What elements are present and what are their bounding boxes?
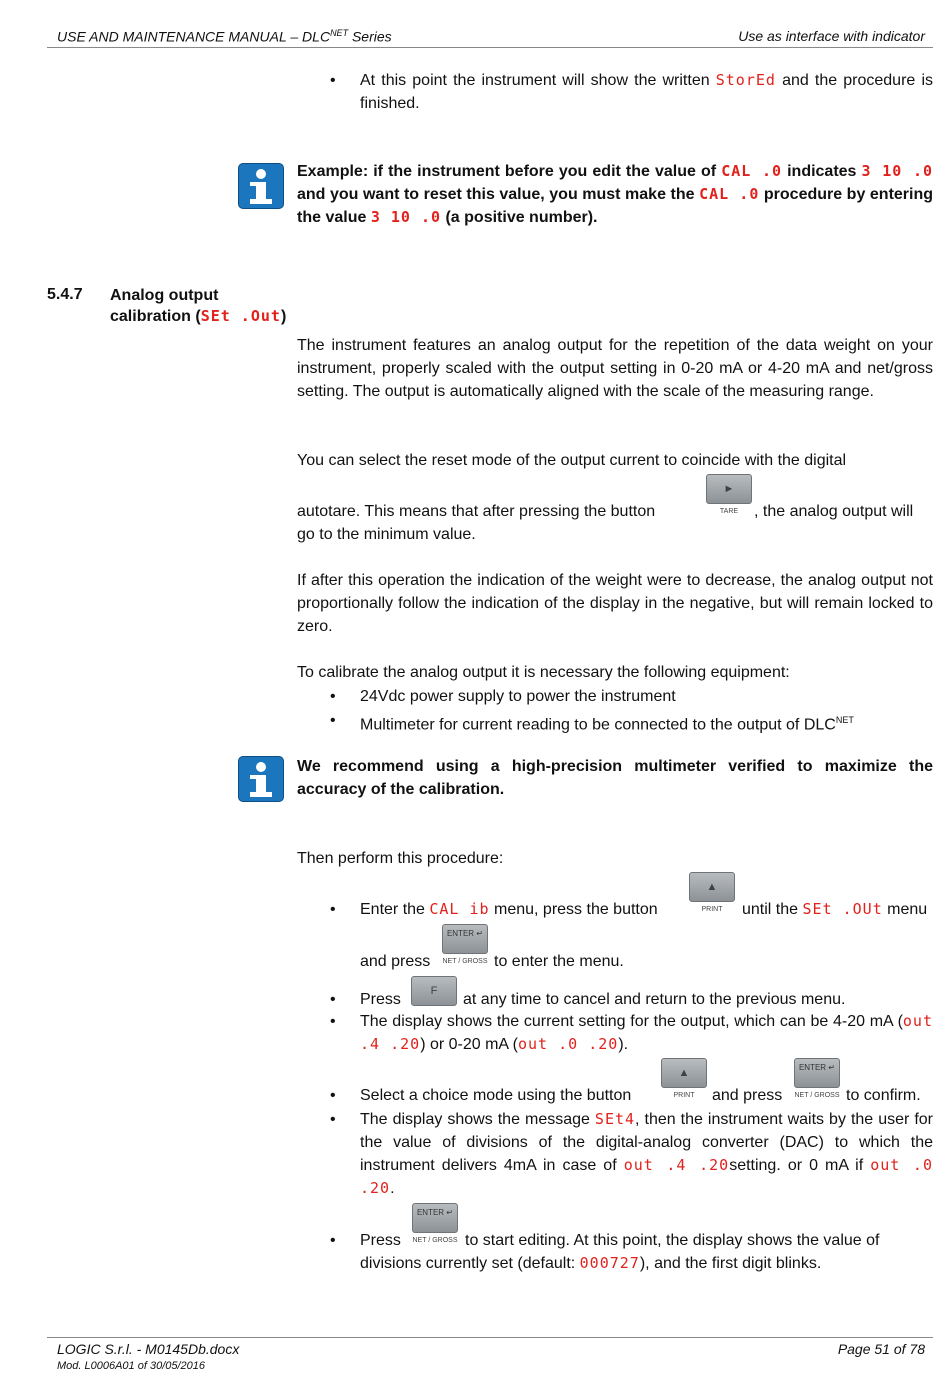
reset-mode-line2: autotare. This means that after pressing the button [297, 503, 656, 520]
enter-key-icon: ENTER ↵ NET / GROSS [442, 924, 488, 974]
bullet: • [330, 1013, 336, 1030]
bullet: • [330, 688, 336, 705]
recommend-note: We recommend using a high-precision multimeter verified to maximize the accuracy of the calibration. [297, 758, 933, 798]
bullet: • [330, 1111, 336, 1128]
footer-left: LOGIC S.r.l. - M0145Db.docx [57, 1341, 240, 1357]
footer-rule [47, 1337, 933, 1338]
step6-text-a: Press [360, 1232, 401, 1249]
step5-text: The display shows the message SEt4, then the instrument waits by the user for the value of divisions of the digital-analog converter (DAC) to which the instrument delivers 4mA in case of out .4 .20setting. or 0 mA if out .0 .20. [360, 1110, 933, 1197]
equipment-intro: To calibrate the analog output it is necessary the following equipment: [297, 664, 790, 681]
bullet: • [330, 901, 336, 918]
equipment-item: 24Vdc power supply to power the instrument [360, 688, 676, 705]
f-key-icon: F [411, 976, 457, 1026]
header-left: USE AND MAINTENANCE MANUAL – $DLC^{NET}$ Series [57, 28, 392, 45]
bullet: • [330, 1087, 336, 1104]
info-icon [238, 756, 284, 802]
reset-mode-line2-end: , the analog output will [754, 503, 914, 520]
print-key-icon: ▲ PRINT [689, 872, 735, 922]
enter-key-icon: ENTER ↵ NET / GROSS [794, 1058, 840, 1108]
step2-text-b: at any time to cancel and return to the previous menu. [463, 991, 846, 1008]
step4-text-b: and press [712, 1087, 783, 1104]
stored-bullet-text: At this point the instrument will show the written StorEd and the procedure is finished. [360, 71, 933, 112]
print-key-icon: ▲ PRINT [661, 1058, 707, 1108]
reset-mode-line1: You can select the reset mode of the output current to coincide with the digital [297, 452, 847, 469]
negative-paragraph: If after this operation the indication of the weight were to decrease, the analog output not proportionally follow the indication of the display in the negative, but will remain locked to zero. [297, 572, 933, 635]
bullet: • [330, 1232, 336, 1249]
page-number: Page 51 of 78 [837, 1341, 925, 1357]
step4-text-a: Select a choice mode using the button [360, 1087, 632, 1104]
section-number: 5.4.7 [47, 286, 83, 303]
step6-text-c: divisions currently set (default: 000727), and the first digit blinks. [360, 1254, 822, 1272]
step1-text-a: Enter the CAL ib menu, press the button [360, 900, 658, 918]
bullet: • [330, 72, 336, 89]
step2-text-a: Press [360, 991, 401, 1008]
bullet: • [330, 712, 336, 729]
section-title: Analog output calibration (SEt .Out) [110, 287, 287, 325]
procedure-intro: Then perform this procedure: [297, 850, 504, 867]
step1-text-b: until the SEt .OUt menu [742, 900, 928, 918]
enter-key-icon: ENTER ↵ NET / GROSS [412, 1203, 458, 1253]
intro-paragraph: The instrument features an analog output for the repetition of the data weight on your instrument, properly scaled with the output setting in 0-20 mA or 4-20 mA and net/gross setting. The output is automatically aligned with the scale of the measuring range. [297, 337, 933, 400]
step1-text-c: and press [360, 953, 431, 970]
tare-key-icon: ► TARE [706, 474, 752, 524]
info-icon [238, 163, 284, 209]
reset-mode-line3: go to the minimum value. [297, 526, 476, 543]
step3-text: The display shows the current setting for the output, which can be 4-20 mA (out .4 .20) or 0-20 mA (out .0 .20). [360, 1012, 933, 1053]
step6-text-b: to start editing. At this point, the display shows the value of [465, 1232, 880, 1249]
footer-mod: Mod. L0006A01 of 30/05/2016 [57, 1360, 206, 1372]
step1-text-d: to enter the menu. [494, 953, 624, 970]
bullet: • [330, 991, 336, 1008]
equipment-item: Multimeter for current reading to be connected to the output of $DLC^{NET}$ [360, 715, 854, 734]
header-rule [47, 47, 933, 48]
header-right: Use as interface with indicator [738, 28, 925, 44]
example-note: Example: if the instrument before you edit the value of CAL .0 indicates 3 10 .0 and you want to reset this value, you must make the CAL .0 procedure by entering the value 3 10 .0 (a positive number). [297, 162, 934, 226]
step4-text-c: to confirm. [846, 1087, 921, 1104]
